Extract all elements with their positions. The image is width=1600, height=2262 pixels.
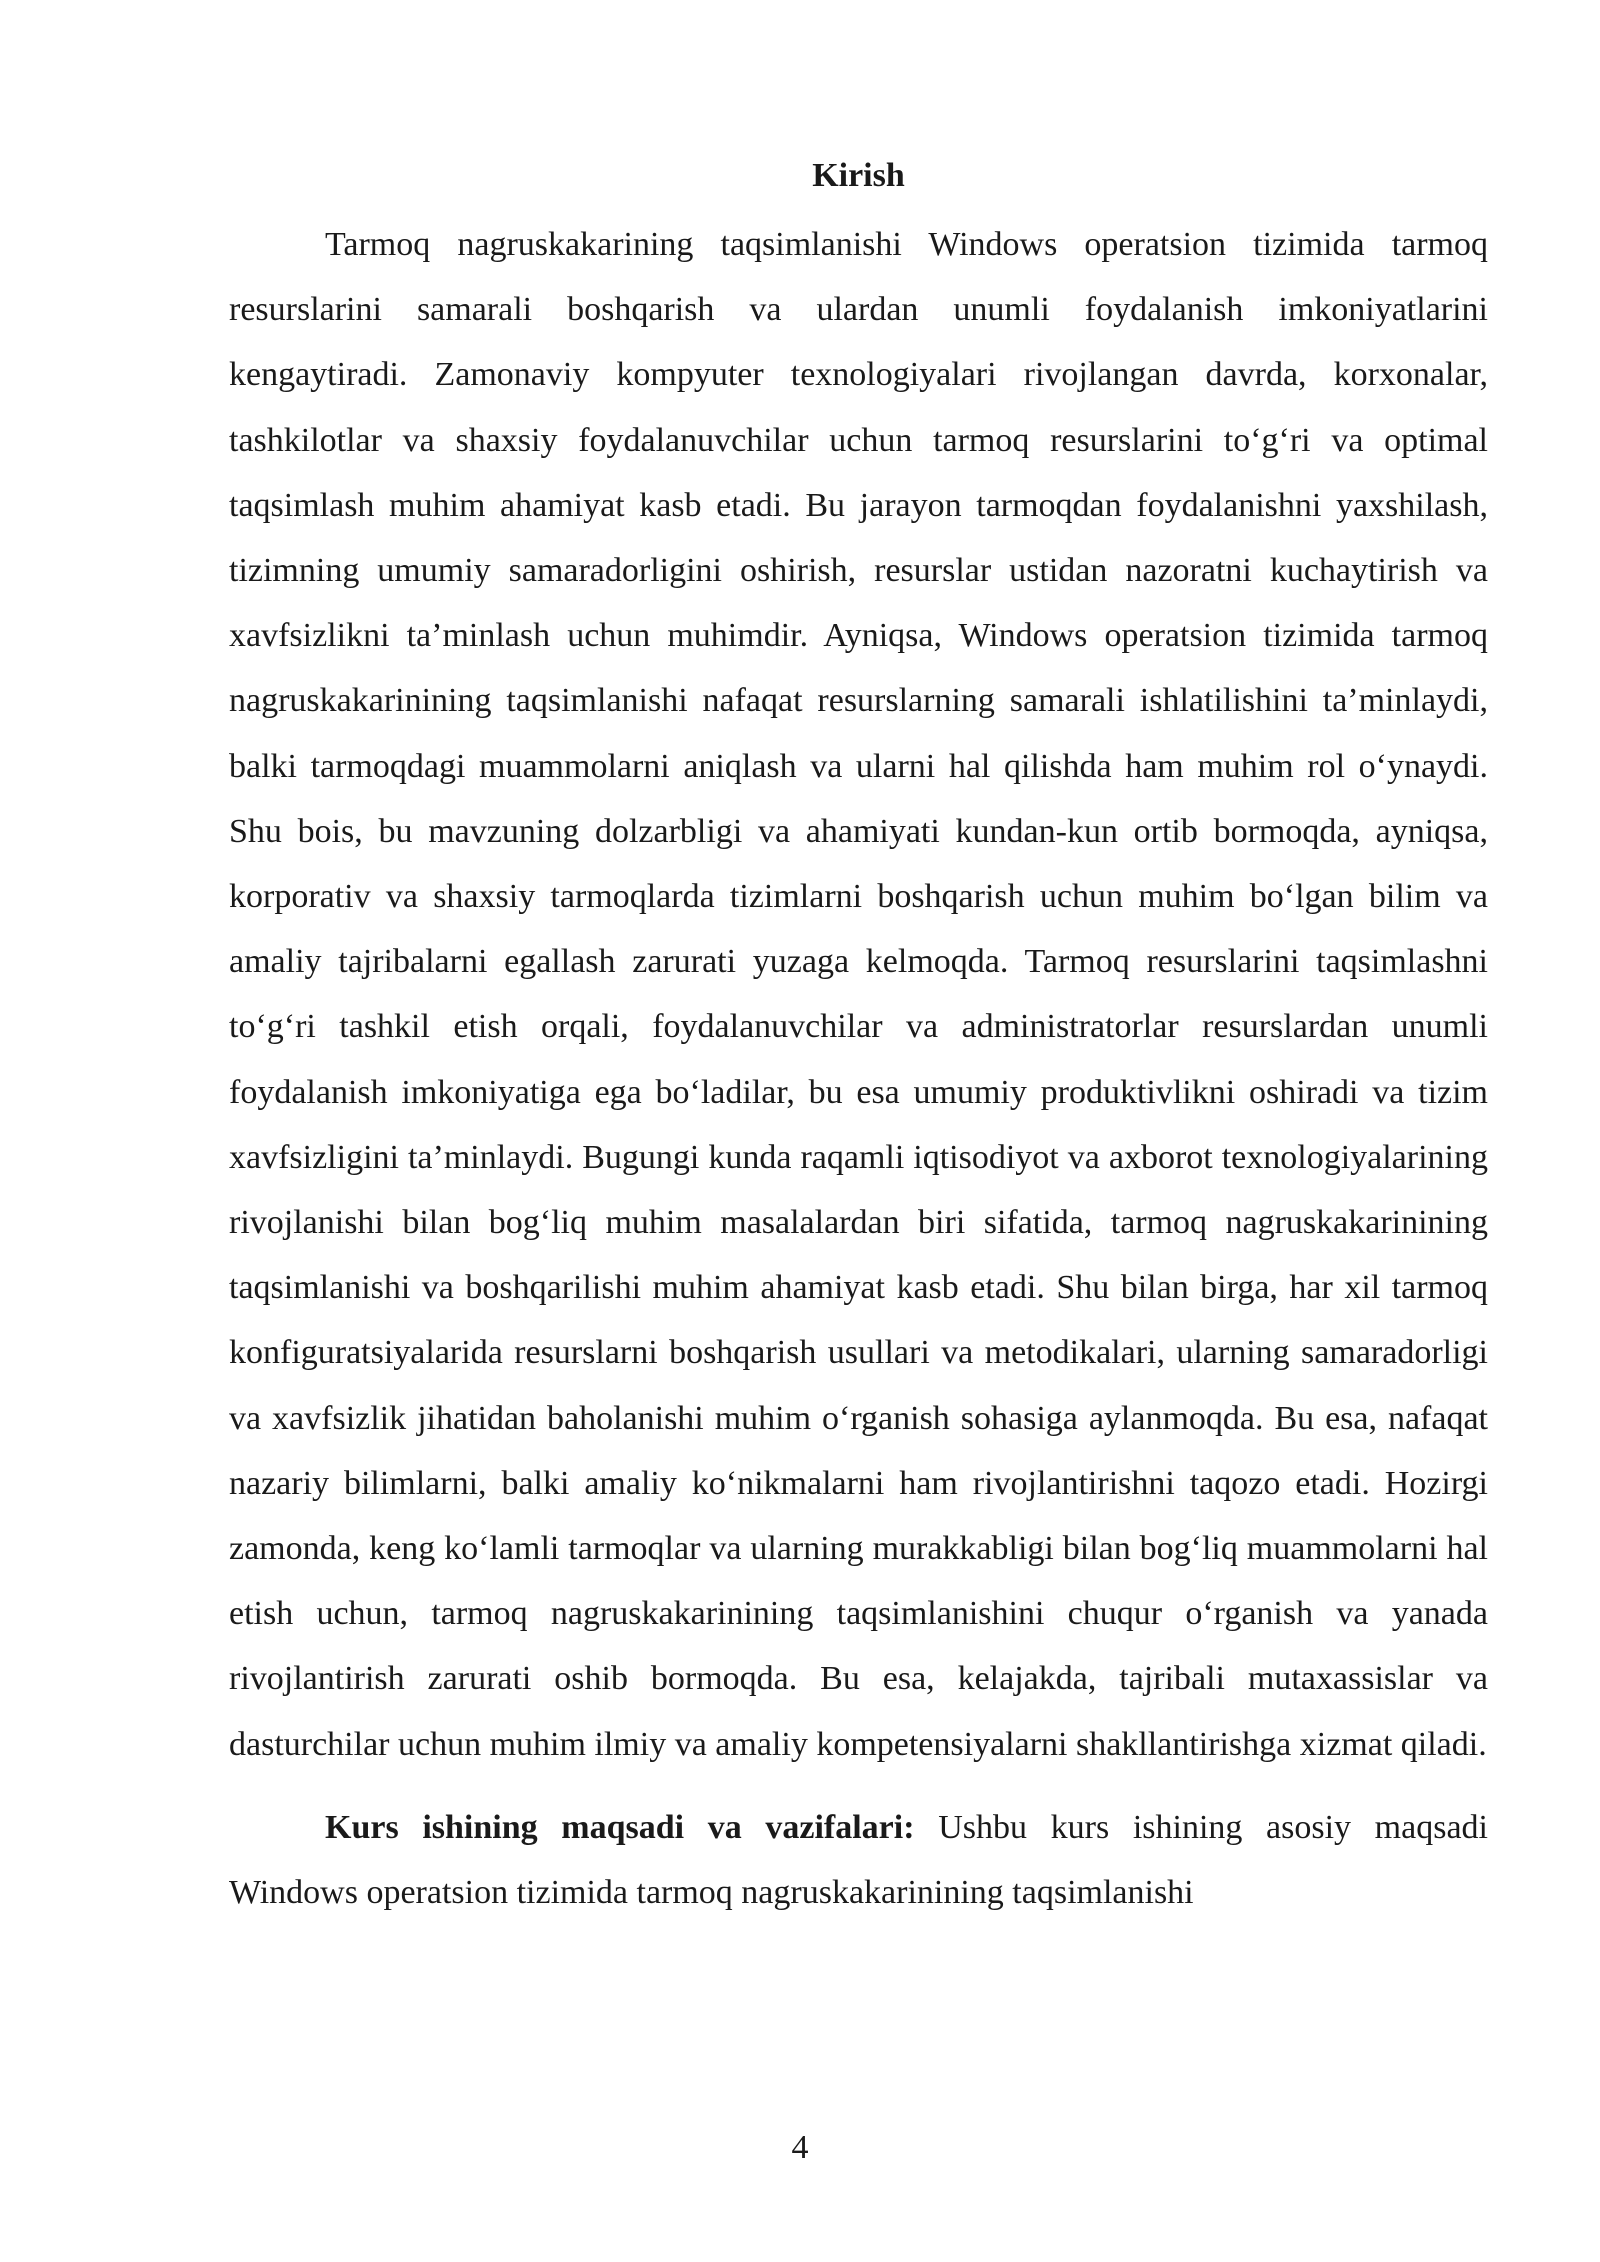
goals-paragraph <box>229 1795 1488 1925</box>
paragraph-text: Ushbu kurs ishining asosiy maqsadi Windows operatsion tizimida tarmoq nagruskakarinining taqsimlanishi <box>229 1808 1488 1912</box>
paragraph-lead: Kurs ishining maqsadi va vazifalari: <box>325 1808 915 1846</box>
document-page <box>229 150 1488 1925</box>
page-number: 4 <box>791 2129 809 2166</box>
intro-paragraph <box>229 212 1488 1777</box>
paragraph-text: Tarmoq nagruskakarining taqsimlanishi Windows operatsion tizimida tarmoq resurslarini samarali boshqarish va ulardan unumli foydalanish imkoniyatlarini kengaytiradi. Zamonaviy kompyuter texnologiyalari rivojlangan davrda, korxonalar, tashkilotlar va shaxsiy foydalanuvchilar uchun tarmoq resurslarini to‘g‘ri va optimal taqsimlash muhim ahamiyat kasb etadi. Bu jarayon tarmoqdan foydalanishni yaxshilash, tizimning umumiy samaradorligini oshirish, resurslar ustidan nazoratni kuchaytirish va xavfsizlikni ta’minlash uchun muhimdir. Ayniqsa, Windows operatsion tizimida tarmoq nagruskakarinining taqsimlanishi nafaqat resurslarning samarali ishlatilishini ta’minlaydi, balki tarmoqdagi muammolarni aniqlash va ularni hal qilishda ham muhim rol o‘ynaydi. Shu bois, bu mavzuning dolzarbligi va ahamiyati kundan-kun ortib bormoqda, ayniqsa, korporativ va shaxsiy tarmoqlarda tizimlarni boshqarish uchun muhim bo‘lgan bilim va amaliy tajribalarni egallash zarurati yuzaga kelmoqda. Tarmoq resurslarini taqsimlashni to‘g‘ri tashkil etish orqali, foydalanuvchilar va administratorlar resurslardan unumli foydalanish imkoniyatiga ega bo‘ladilar, bu esa umumiy produktivlikni oshiradi va tizim xavfsizligini ta’minlaydi. Bugungi kunda raqamli iqtisodiyot va axborot texnologiyalarining rivojlanishi bilan bog‘liq muhim masalalardan biri sifatida, tarmoq nagruskakarinining taqsimlanishi va boshqarilishi muhim ahamiyat kasb etadi. Shu bilan birga, har xil tarmoq konfiguratsiyalarida resurslarni boshqarish usullari va metodikalari, ularning samaradorligi va xavfsizlik jihatidan baholanishi muhim o‘rganish sohasiga aylanmoqda. Bu esa, nafaqat nazariy bilimlarni, balki amaliy ko‘nikmalarni ham rivojlantirishni taqozo etadi. Hozirgi zamonda, keng ko‘lamli tarmoqlar va ularning murakkabligi bilan bog‘liq muammolarni hal etish uchun, tarmoq nagruskakarinining taqsimlanishini chuqur o‘rganish va yanada rivojlantirish zarurati oshib bormoqda. Bu esa, kelajakda, tajribali mutaxassislar va dasturchilar uchun muhim ilmiy va amaliy kompetensiyalarni shakllantirishga xizmat qiladi. <box>229 226 1488 1763</box>
section-heading: Kirish <box>812 157 905 194</box>
